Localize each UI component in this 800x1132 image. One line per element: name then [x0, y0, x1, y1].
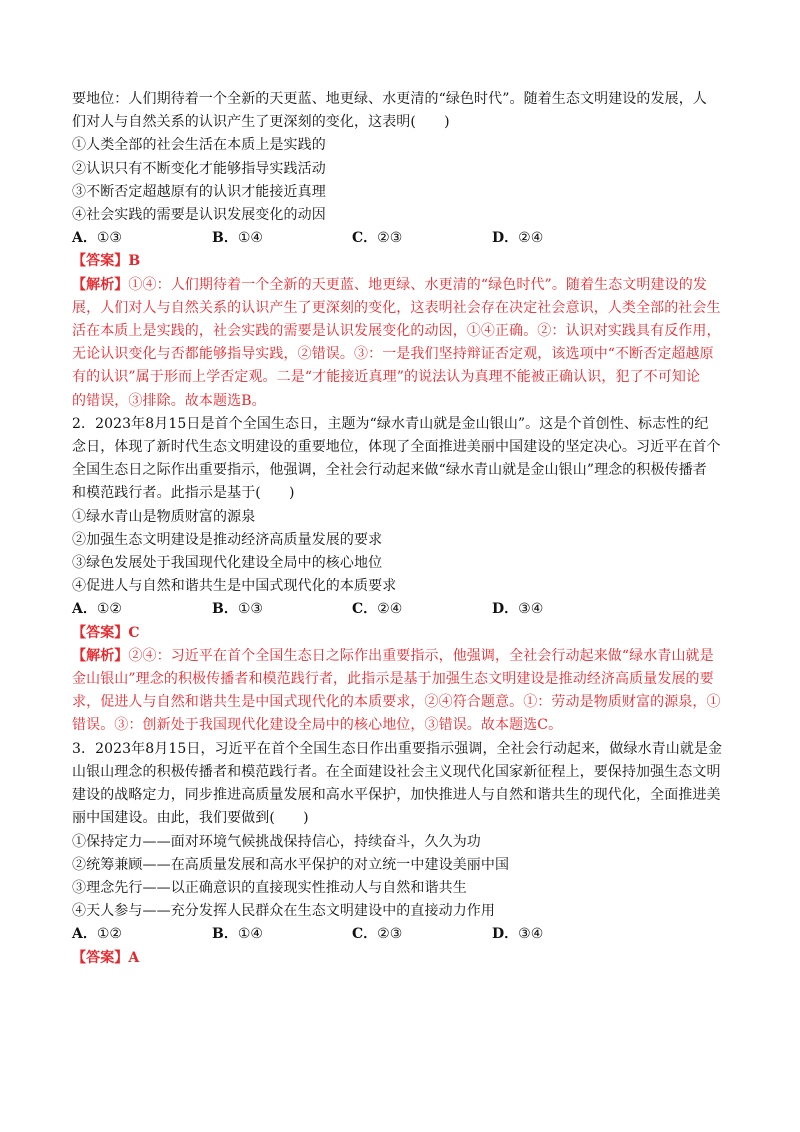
- statement-3: ③绿色发展处于我国现代化建设全局中的核心地位: [72, 555, 383, 572]
- statement-1: ①绿水青山是物质财富的源泉: [72, 508, 256, 525]
- analysis-line: 求，促进人与自然和谐共生是中国式现代化的本质要求，②④符合题意。①：劳动是物质财富的源泉，①: [72, 694, 721, 711]
- option-b: B．①④: [212, 230, 263, 247]
- question-stem-line: 们对人与自然关系的认识产生了更深刻的变化，这表明( ): [72, 114, 450, 131]
- option-a: A．①③: [72, 230, 122, 247]
- statement-2: ②加强生态文明建设是推动经济高质量发展的要求: [72, 531, 383, 548]
- option-c: C．②③: [352, 926, 403, 943]
- statement-2: ②认识只有不断变化才能够指导实践活动: [72, 160, 326, 177]
- question-stem-line: 和模范践行者。此指示是基于( ): [72, 485, 295, 502]
- option-a: A．①②: [72, 926, 122, 943]
- analysis-line: 金山银山”理念的积极传播者和模范践行者，此指示是基于加强生态文明建设是推动经济高质量发展的要: [72, 671, 714, 688]
- analysis-line: 无论认识变化与否都能够指导实践，②错误。③：一是我们坚持辩证否定观，该选项中“不断否定超越原: [72, 346, 714, 363]
- option-b: B．①④: [212, 926, 263, 943]
- statement-1: ①保持定力——面对环境气候挑战保持信心，持续奋斗，久久为功: [72, 833, 481, 850]
- option-c: C．②④: [352, 601, 403, 618]
- option-c: C．②③: [352, 230, 403, 247]
- analysis: 【解析】①④：人们期待着一个全新的天更蓝、地更绿、水更清的“绿色时代”。随着生态文明建设的发 展，人们对人与自然关系的认识产生了更深刻的变化，这表明社会存在决定社会意识，人类全部的社会生 活在本质上是实践的，社会实践的需要是认识发展变化的动因，①④正确。②：认识对实践具有反作用， 无论认识变化与否都能够指导实践，②错误。③：一是我们坚持辩证否定观，该选项中“不断否定超越原 有的认识”属于形而上学否定观。二是“才能接近真理”的说法认为真理不能被正确认识，犯了不可知论 的错误，③排除。故本题选B。: [72, 274, 728, 413]
- question-2: [72, 413, 728, 738]
- answer: 【答案】B: [72, 253, 141, 270]
- question-stem-line: 全国生态日之际作出重要指示，他强调，全社会行动起来做“绿水青山就是金山银山”理念的积极传播者: [72, 462, 707, 479]
- analysis-line: 展，人们对人与自然关系的认识产生了更深刻的变化，这表明社会存在决定社会意识，人类全部的社会生: [72, 299, 721, 316]
- statement-3: ③理念先行——以正确意识的直接现实性推动人与自然和谐共生: [72, 879, 467, 896]
- option-a: A．①②: [72, 601, 122, 618]
- question-stem-line: 丽中国建设。由此，我们要做到( ): [72, 810, 309, 827]
- statement-4: ④天人参与——充分发挥人民群众在生态文明建设中的直接动力作用: [72, 903, 495, 920]
- statement-2: ②统筹兼顾——在高质量发展和高水平保护的对立统一中建设美丽中国: [72, 856, 510, 873]
- question-stem-line: 要地位：人们期待着一个全新的天更蓝、地更绿、水更清的“绿色时代”。随着生态文明建设的发展，人: [72, 91, 707, 107]
- statement-1: ①人类全部的社会生活在本质上是实践的: [72, 137, 326, 154]
- option-d: D．②④: [492, 230, 544, 247]
- answer-options: [72, 923, 728, 946]
- analysis-line: 错误。③：创新处于我国现代化建设全局中的核心地位，③错误。故本题选C。: [72, 717, 563, 734]
- analysis-line: 活在本质上是实践的，社会实践的需要是认识发展变化的动因，①④正确。②：认识对实践具有反作用，: [72, 323, 721, 340]
- analysis-line: 有的认识”属于形而上学否定观。二是“才能接近真理”的说法认为真理不能被正确认识，犯了不可知论: [72, 369, 701, 386]
- question-stem-line: 山银山理念的积极传播者和模范践行者。在全面建设社会主义现代化国家新征程上，要保持加强生态文明: [72, 763, 721, 780]
- question-stem-line: 念日，体现了新时代生态文明建设的重要地位，体现了全面推进美丽中国建设的坚定决心。习近平在首个: [72, 439, 721, 456]
- statement-4: ④社会实践的需要是认识发展变化的动因: [72, 207, 326, 224]
- question-stem-line: 2．2023年8月15日是首个全国生态日，主题为“绿水青山就是金山银山”。这是个首创性、标志性的纪: [72, 415, 709, 432]
- option-d: D．③④: [492, 926, 544, 943]
- analysis: 【解析】②④：习近平在首个全国生态日之际作出重要指示，他强调，全社会行动起来做“绿水青山就是 金山银山”理念的积极传播者和模范践行者，此指示是基于加强生态文明建设是推动经济高质量发展的要 求，促进人与自然和谐共生是中国式现代化的本质要求，②④符合题意。①：劳动是物质财富的源泉，① 错误。③：创新处于我国现代化建设全局中的核心地位，③错误。故本题选C。: [72, 645, 728, 738]
- option-b: B．①③: [212, 601, 263, 618]
- question-stem-line: 建设的战略定力，同步推进高质量发展和高水平保护，加快推进人与自然和谐共生的现代化，全面推进美: [72, 787, 721, 804]
- statement-4: ④促进人与自然和谐共生是中国式现代化的本质要求: [72, 578, 397, 595]
- question-stem-line: 3．2023年8月15日，习近平在首个全国生态日作出重要指示强调，全社会行动起来，做绿水青山就是金: [72, 740, 723, 757]
- answer: 【答案】A: [72, 949, 140, 966]
- question-1: [72, 88, 728, 413]
- answer-options: [72, 598, 728, 621]
- answer: 【答案】C: [72, 624, 140, 641]
- question-3: [72, 738, 728, 970]
- analysis-line: 的错误，③排除。故本题选B。: [72, 392, 266, 409]
- option-d: D．③④: [492, 601, 544, 618]
- document-page: [72, 88, 728, 970]
- answer-options: [72, 227, 728, 250]
- statement-3: ③不断否定超越原有的认识才能接近真理: [72, 183, 326, 200]
